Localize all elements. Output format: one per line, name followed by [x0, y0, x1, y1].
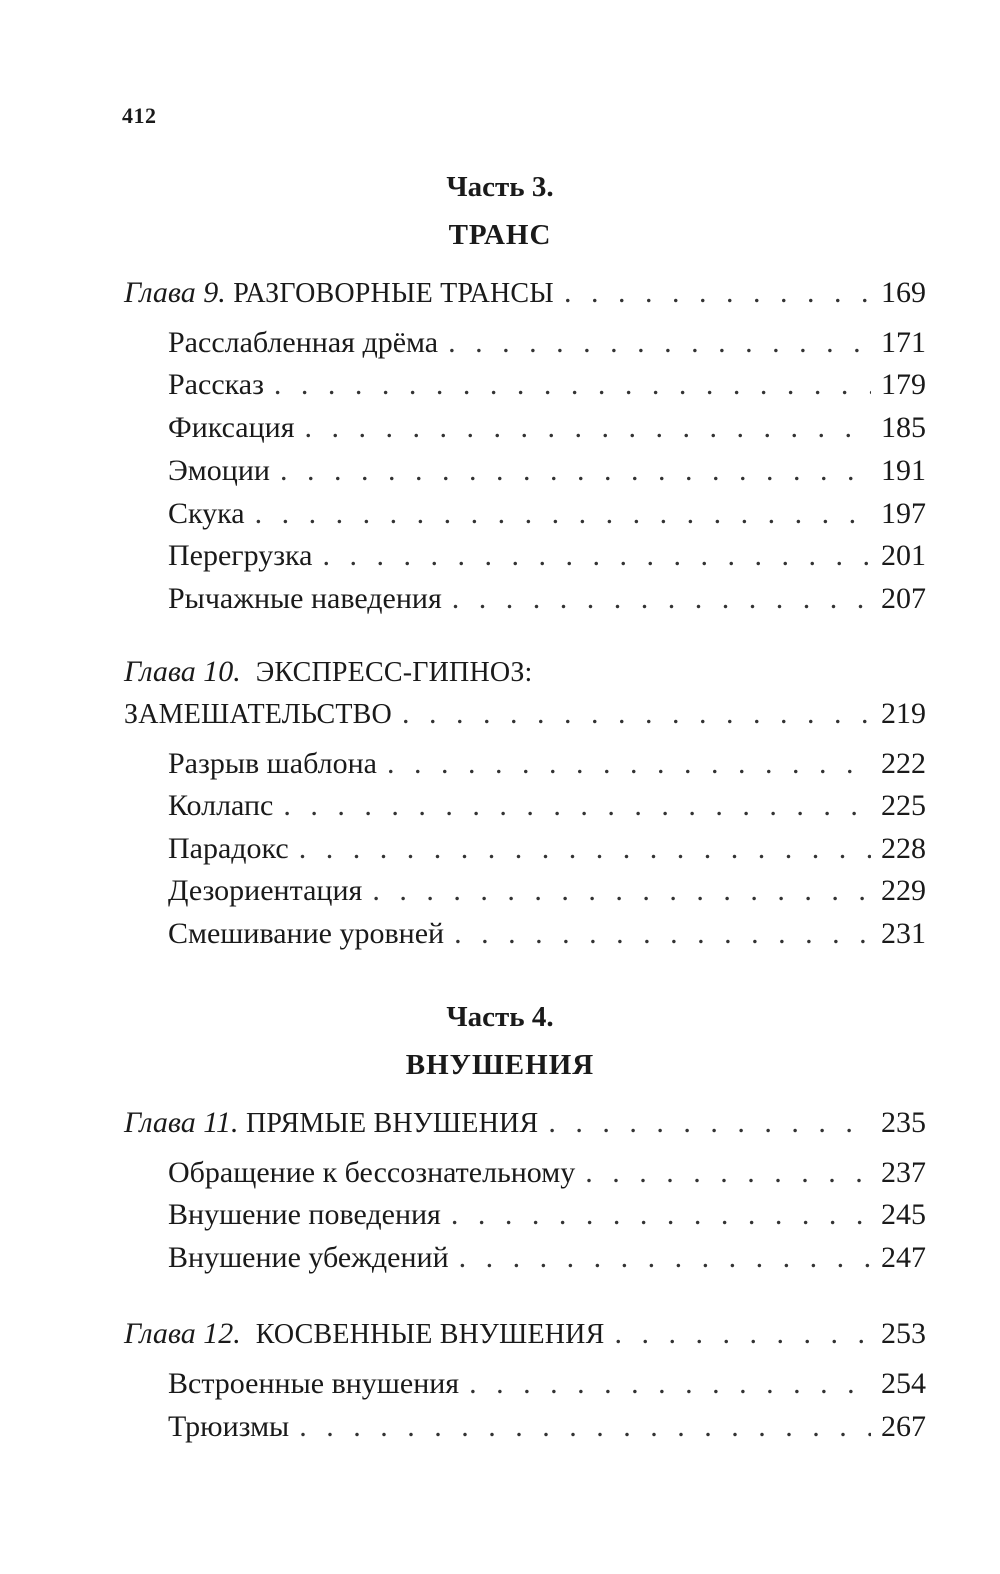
section-title: Трюизмы [168, 1410, 290, 1443]
chapter-9-title: РАЗГОВОРНЫЕ ТРАНСЫ [233, 278, 554, 309]
toc-section[interactable] [168, 1241, 926, 1275]
section-page: 231 [881, 917, 926, 950]
chapter-9-prefix: Глава 9. [124, 276, 226, 309]
chapter-12-page: 253 [881, 1317, 926, 1350]
toc-section[interactable] [168, 454, 926, 488]
section-title: Скука [168, 497, 245, 530]
toc-section[interactable] [168, 497, 926, 531]
section-page: 191 [881, 454, 926, 487]
section-title: Рычажные наведения [168, 582, 442, 615]
section-title: Внушение убеждений [168, 1241, 449, 1274]
chapter-10-prefix: Глава 10. [124, 655, 241, 688]
dot-leader [323, 539, 872, 573]
toc-section[interactable] [168, 1156, 926, 1190]
section-page: 197 [881, 497, 926, 530]
dot-leader [459, 1241, 871, 1275]
section-title: Эмоции [168, 454, 270, 487]
chapter-11-title: ПРЯМЫЕ ВНУШЕНИЯ [246, 1108, 539, 1139]
toc-section[interactable] [168, 411, 926, 445]
toc-section[interactable] [168, 747, 926, 781]
section-title: Смешивание уровней [168, 917, 445, 950]
section-title: Фиксация [168, 411, 295, 444]
toc-section[interactable] [168, 832, 926, 866]
dot-leader [564, 276, 871, 310]
dot-leader [454, 917, 871, 951]
toc-section[interactable] [168, 874, 926, 908]
toc-section[interactable] [168, 326, 926, 360]
section-page: 228 [881, 832, 926, 865]
section-title: Коллапс [168, 789, 274, 822]
section-page: 254 [881, 1367, 926, 1400]
toc-section[interactable] [168, 1367, 926, 1401]
toc-chapter-9[interactable] [124, 276, 926, 310]
chapter-10-title-line1: ЭКСПРЕСС-ГИПНОЗ: [255, 657, 533, 688]
dot-leader [305, 411, 872, 445]
chapter-10-page: 219 [881, 697, 926, 730]
toc-section[interactable] [168, 368, 926, 402]
chapter-12-title: КОСВЕННЫЕ ВНУШЕНИЯ [255, 1319, 605, 1350]
part-4-heading [0, 993, 1000, 1089]
dot-leader [548, 1106, 871, 1140]
part-4-label: Часть 4. [446, 1001, 554, 1033]
page-number: 412 [122, 103, 157, 128]
chapter-9-page: 169 [881, 276, 926, 309]
dot-leader [585, 1156, 871, 1190]
toc-chapter-10-line2[interactable] [124, 697, 926, 731]
toc-section[interactable] [168, 1410, 926, 1444]
toc-chapter-12[interactable] [124, 1317, 926, 1351]
section-page: 222 [881, 747, 926, 780]
dot-leader [255, 497, 871, 531]
toc-section[interactable] [168, 789, 926, 823]
section-page: 229 [881, 874, 926, 907]
section-title: Разрыв шаблона [168, 747, 377, 780]
toc-section[interactable] [168, 917, 926, 951]
dot-leader [451, 1198, 871, 1232]
section-page: 225 [881, 789, 926, 822]
section-page: 237 [881, 1156, 926, 1189]
section-page: 245 [881, 1198, 926, 1231]
section-title: Перегрузка [168, 539, 313, 572]
toc-section[interactable] [168, 582, 926, 616]
section-title: Внушение поведения [168, 1198, 441, 1231]
chapter-11-prefix: Глава 11. [124, 1106, 239, 1139]
section-page: 247 [881, 1241, 926, 1274]
dot-leader [372, 874, 871, 908]
dot-leader [614, 1317, 871, 1351]
section-page: 267 [881, 1410, 926, 1443]
section-title: Рассказ [168, 368, 264, 401]
dot-leader [402, 697, 871, 731]
toc-chapter-11[interactable] [124, 1106, 926, 1140]
dot-leader [452, 582, 871, 616]
part-3-label: Часть 3. [446, 171, 554, 203]
dot-leader [280, 454, 871, 488]
part-4-title: ВНУШЕНИЯ [405, 1049, 595, 1081]
chapter-10-title-line2: ЗАМЕШАТЕЛЬСТВО [124, 699, 392, 730]
section-title: Расслабленная дрёма [168, 326, 439, 359]
section-page: 179 [881, 368, 926, 401]
section-page: 185 [881, 411, 926, 444]
dot-leader [387, 747, 871, 781]
dot-leader [283, 789, 871, 823]
section-page: 171 [881, 326, 926, 359]
toc-section[interactable] [168, 539, 926, 573]
section-title: Дезориентация [168, 874, 363, 907]
dot-leader [274, 368, 871, 402]
toc-chapter-10-line1[interactable] [124, 655, 926, 689]
dot-leader [448, 326, 871, 360]
part-3-title: ТРАНС [448, 219, 552, 251]
section-title: Обращение к бессознательному [168, 1156, 576, 1189]
dot-leader [299, 832, 871, 866]
part-3-heading [0, 163, 1000, 259]
section-page: 207 [881, 582, 926, 615]
section-page: 201 [881, 539, 926, 572]
dot-leader [299, 1410, 871, 1444]
toc-section[interactable] [168, 1198, 926, 1232]
chapter-12-prefix: Глава 12. [124, 1317, 241, 1350]
section-title: Встроенные внушения [168, 1367, 460, 1400]
dot-leader [469, 1367, 871, 1401]
chapter-11-page: 235 [881, 1106, 926, 1139]
section-title: Парадокс [168, 832, 289, 865]
